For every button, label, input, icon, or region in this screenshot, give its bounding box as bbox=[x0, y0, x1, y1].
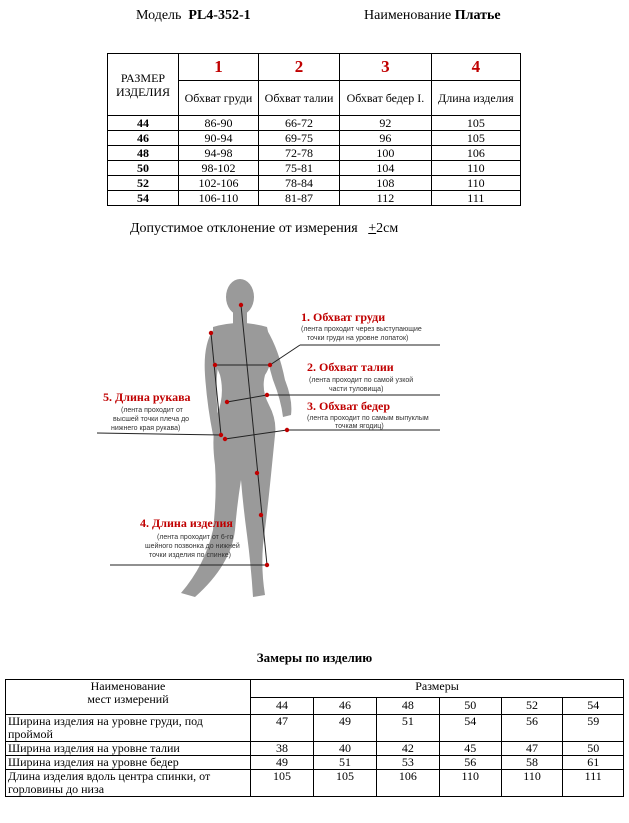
size-row bbox=[108, 116, 521, 131]
measure-value-cell: 42 bbox=[376, 742, 439, 756]
measure-value-cell: 45 bbox=[439, 742, 501, 756]
measurements-title: Замеры по изделию bbox=[256, 650, 373, 665]
measure-value-cell: 105 bbox=[251, 770, 314, 797]
size-value-cell: 100 bbox=[340, 146, 432, 161]
size-cell: 52 bbox=[108, 176, 179, 191]
measure-value-cell: 49 bbox=[251, 756, 314, 770]
size-row bbox=[108, 161, 521, 176]
label-hips-note-2: точкам ягодиц) bbox=[335, 423, 384, 430]
label-length-title: 4. Длина изделия bbox=[140, 516, 233, 530]
size-value-cell: 110 bbox=[431, 161, 520, 176]
measure-value-cell: 53 bbox=[376, 756, 439, 770]
size-value-cell: 66-72 bbox=[258, 116, 339, 131]
size-row bbox=[108, 191, 521, 206]
model-value: PL4-352-1 bbox=[188, 8, 251, 23]
tolerance-value: 2см bbox=[376, 221, 399, 236]
measure-value-cell: 59 bbox=[563, 715, 624, 742]
size-value-cell: 108 bbox=[340, 176, 432, 191]
size-column-header: 54 bbox=[563, 697, 624, 715]
size-cell: 46 bbox=[108, 131, 179, 146]
size-value-cell: 112 bbox=[340, 191, 432, 206]
measure-corner-header: Наименование мест измерений bbox=[6, 680, 251, 715]
size-value-cell: 106-110 bbox=[179, 191, 259, 206]
size-value-cell: 110 bbox=[431, 176, 520, 191]
sizes-header: Размеры bbox=[251, 680, 624, 698]
label-sleeve-note-2: высшей точки плеча до bbox=[113, 416, 190, 423]
size-value-cell: 98-102 bbox=[179, 161, 259, 176]
col-num-1: 1 bbox=[179, 54, 259, 81]
size-value-cell: 86-90 bbox=[179, 116, 259, 131]
size-row bbox=[108, 131, 521, 146]
label-chest-note-1: (лента проходит через выступающие bbox=[301, 326, 422, 333]
size-cell: 50 bbox=[108, 161, 179, 176]
measure-value-cell: 54 bbox=[439, 715, 501, 742]
measure-value-cell: 56 bbox=[439, 756, 501, 770]
label-length-note-3: точки изделия по спинке) bbox=[149, 552, 231, 559]
size-value-cell: 81-87 bbox=[258, 191, 339, 206]
measure-value-cell: 38 bbox=[251, 742, 314, 756]
col-label-waist: Обхват талии bbox=[258, 81, 339, 116]
size-cell: 48 bbox=[108, 146, 179, 161]
measure-rows bbox=[6, 715, 624, 797]
body-measurement-figure bbox=[95, 275, 455, 610]
size-value-cell: 90-94 bbox=[179, 131, 259, 146]
product-name-value: Платье bbox=[454, 8, 501, 23]
size-cell: 54 bbox=[108, 191, 179, 206]
measure-value-cell: 51 bbox=[376, 715, 439, 742]
size-column-header: 48 bbox=[376, 697, 439, 715]
measure-row bbox=[6, 715, 624, 742]
product-name-label: Наименование bbox=[364, 8, 452, 23]
size-value-cell: 106 bbox=[431, 146, 520, 161]
col-label-length: Длина изделия bbox=[431, 81, 520, 116]
measure-value-cell: 51 bbox=[313, 756, 376, 770]
measure-name-cell: Ширина изделия на уровне груди, под проймой bbox=[6, 715, 251, 742]
measure-value-cell: 40 bbox=[313, 742, 376, 756]
label-waist-note-1: (лента проходит по самой узкой bbox=[309, 377, 414, 384]
measure-value-cell: 58 bbox=[501, 756, 563, 770]
label-waist-note-2: части туловища) bbox=[329, 386, 384, 393]
measure-value-cell: 105 bbox=[313, 770, 376, 797]
size-value-cell: 78-84 bbox=[258, 176, 339, 191]
col-num-4: 4 bbox=[431, 54, 520, 81]
size-table bbox=[107, 53, 521, 206]
measure-name-cell: Длина изделия вдоль центра спинки, от горловины до низа bbox=[6, 770, 251, 797]
size-column-header: 52 bbox=[501, 697, 563, 715]
label-sleeve-title: 5. Длина рукава bbox=[103, 390, 191, 404]
measure-value-cell: 110 bbox=[439, 770, 501, 797]
label-chest-note-2: точки груди на уровне лопаток) bbox=[307, 335, 409, 342]
measure-value-cell: 47 bbox=[501, 742, 563, 756]
measure-value-cell: 50 bbox=[563, 742, 624, 756]
size-value-cell: 105 bbox=[431, 131, 520, 146]
measure-value-cell: 106 bbox=[376, 770, 439, 797]
measure-name-cell: Ширина изделия на уровне бедер bbox=[6, 756, 251, 770]
size-row bbox=[108, 176, 521, 191]
col-label-chest: Обхват груди bbox=[179, 81, 259, 116]
label-sleeve-note-1: (лента проходит от bbox=[121, 407, 183, 414]
size-value-cell: 96 bbox=[340, 131, 432, 146]
size-column-header: 44 bbox=[251, 697, 314, 715]
size-value-cell: 94-98 bbox=[179, 146, 259, 161]
measure-row bbox=[6, 742, 624, 756]
measure-value-cell: 61 bbox=[563, 756, 624, 770]
col-label-hips: Обхват бедер I. bbox=[340, 81, 432, 116]
label-hips-note-1: (лента проходит по самым выпуклым bbox=[307, 415, 429, 422]
size-value-cell: 75-81 bbox=[258, 161, 339, 176]
size-value-cell: 92 bbox=[340, 116, 432, 131]
size-column-header: 50 bbox=[439, 697, 501, 715]
label-waist-title: 2. Обхват талии bbox=[307, 360, 394, 374]
model-line bbox=[136, 8, 251, 24]
label-hips-title: 3. Обхват бедер bbox=[307, 399, 391, 413]
label-length-note-1: (лента проходит от 6-го bbox=[157, 534, 234, 541]
size-cell: 44 bbox=[108, 116, 179, 131]
size-column-header: 46 bbox=[313, 697, 376, 715]
measure-row bbox=[6, 770, 624, 797]
size-value-cell: 111 bbox=[431, 191, 520, 206]
plus-minus-sign: + bbox=[368, 221, 377, 236]
size-value-cell: 105 bbox=[431, 116, 520, 131]
size-rows bbox=[108, 116, 521, 206]
measure-value-cell: 56 bbox=[501, 715, 563, 742]
label-sleeve-note-3: нижнего края рукава) bbox=[111, 425, 181, 432]
col-num-3: 3 bbox=[340, 54, 432, 81]
measure-row bbox=[6, 756, 624, 770]
measure-value-cell: 111 bbox=[563, 770, 624, 797]
size-corner-header: РАЗМЕР ИЗДЕЛИЯ bbox=[108, 54, 179, 116]
measurements-table bbox=[5, 679, 624, 797]
product-name-line bbox=[364, 8, 501, 24]
measure-value-cell: 49 bbox=[313, 715, 376, 742]
size-value-cell: 102-106 bbox=[179, 176, 259, 191]
size-value-cell: 69-75 bbox=[258, 131, 339, 146]
measure-value-cell: 47 bbox=[251, 715, 314, 742]
col-num-2: 2 bbox=[258, 54, 339, 81]
tolerance-note: Допустимое отклонение от измерения +2см bbox=[130, 221, 399, 236]
model-label: Модель bbox=[136, 8, 182, 23]
label-chest-title: 1. Обхват груди bbox=[301, 310, 386, 324]
measure-value-cell: 110 bbox=[501, 770, 563, 797]
size-value-cell: 72-78 bbox=[258, 146, 339, 161]
size-row bbox=[108, 146, 521, 161]
size-value-cell: 104 bbox=[340, 161, 432, 176]
measure-name-cell: Ширина изделия на уровне талии bbox=[6, 742, 251, 756]
label-length-note-2: шейного позвонка до нижней bbox=[145, 543, 240, 550]
